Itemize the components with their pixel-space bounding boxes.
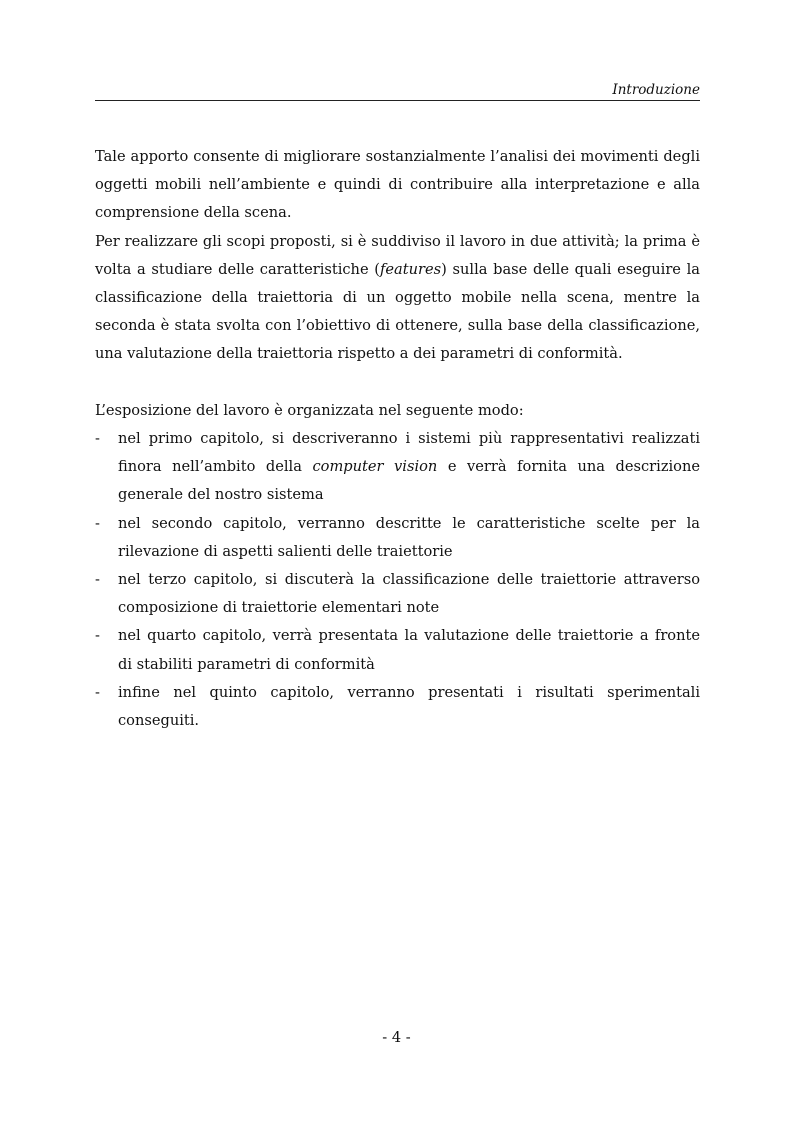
list-item-4 <box>95 622 700 678</box>
list-item-4-text: nel quarto capitolo, verrà presentata la valutazione delle traiettorie a fronte di stabiliti parametri di conformità <box>118 627 700 673</box>
running-header <box>95 80 700 101</box>
list-item-1-text-a: nel primo capitolo, si descriveranno i sistemi più rappresentativi realizzati finora nell’ambito della <box>118 430 700 476</box>
paragraph-spacer <box>95 369 700 397</box>
list-item-3 <box>95 566 700 622</box>
list-item-5 <box>95 679 700 735</box>
paragraph-3: L’esposizione del lavoro è organizzata nel seguente modo: <box>95 401 524 419</box>
page-number: - 4 - <box>382 1029 411 1046</box>
list-item-3-text: nel terzo capitolo, si discuterà la classificazione delle traiettorie attraverso composizione di traiettorie elementari note <box>118 571 700 617</box>
list-item-1-text-b: e verrà fornita una descrizione generale del nostro sistema <box>118 458 700 504</box>
paragraph-2-text-a: Per realizzare gli scopi proposti, si è suddiviso il lavoro in due attività; la prima è volta a studiare delle caratteristiche ( <box>95 232 700 278</box>
list-item-1 <box>95 425 700 510</box>
bullet-dash: - <box>95 430 100 448</box>
bullet-dash: - <box>95 627 100 645</box>
list-item-1-italic-term: computer vision <box>312 458 438 476</box>
list-item-2-text: nel secondo capitolo, verranno descritte le caratteristiche scelte per la rilevazione di aspetti salienti delle traiettorie <box>118 514 700 560</box>
paragraph-2-text-b: ) sulla base delle quali eseguire la classificazione della traiettoria di un oggetto mobile nella scena, mentre la seconda è stata svolta con l’obiettivo di ottenere, sulla base della classificazione, una valutazione della traiettoria rispetto a dei parametri di conformità. <box>95 260 700 363</box>
bullet-dash: - <box>95 571 100 589</box>
bullet-dash: - <box>95 514 100 532</box>
bullet-dash: - <box>95 683 100 701</box>
list-item-2 <box>95 510 700 566</box>
list-item-5-text: infine nel quinto capitolo, verranno presentati i risultati sperimentali conseguiti. <box>118 683 700 730</box>
page-body <box>95 143 700 735</box>
paragraph-1: Tale apporto consente di migliorare sostanzialmente l’analisi dei movimenti degli oggetti mobili nell’ambiente e quindi di contribuire alla interpretazione e alla comprensione della scena. <box>95 148 700 222</box>
paragraph-2 <box>95 228 700 369</box>
header-section-title: Introduzione <box>612 82 700 98</box>
chapter-list <box>95 425 700 735</box>
paragraph-2-features-term: features <box>380 260 442 278</box>
